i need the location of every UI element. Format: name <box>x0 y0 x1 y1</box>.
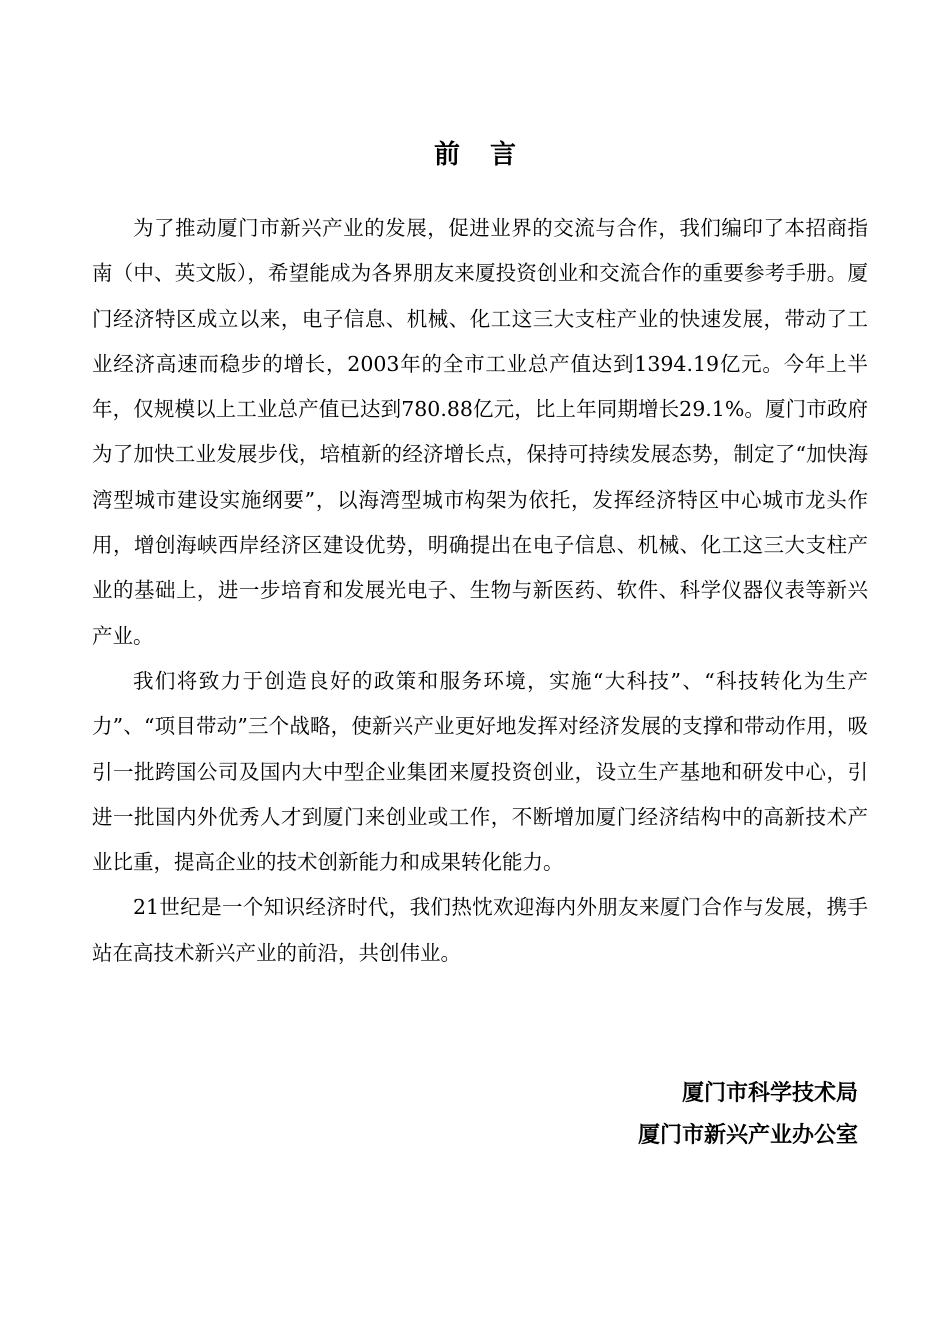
signature-block <box>638 1073 858 1157</box>
signature-line-2: 厦门市新兴产业办公室 <box>637 1123 858 1148</box>
signature-line-1: 厦门市科学技术局 <box>681 1081 858 1106</box>
paragraph-2: 我们将致力于创造良好的政策和服务环境，实施“大科技”、“科技转化为生产力”、“项目带动”三个战略，使新兴产业更好地发挥对经济发展的支撑和带动作用，吸引一批跨国公司及国内大中型企业集团来厦投资创业，设立生产基地和研发中心，引进一批国内外优秀人才到厦门来创业或工作，不断增加厦门经济结构中的高新技术产业比重，提高企业的技术创新能力和成果转化能力。 <box>92 668 868 875</box>
page-title: 前言 <box>433 140 546 170</box>
paragraph-1: 为了推动厦门市新兴产业的发展，促进业界的交流与合作，我们编印了本招商指南（中、英文版），希望能成为各界朋友来厦投资创业和交流合作的重要参考手册。厦门经济特区成立以来，电子信息、机械、化工这三大支柱产业的快速发展，带动了工业经济高速而稳步的增长，2003年的全市工业总产值达到1394.19亿元。今年上半年，仅规模以上工业总产值已达到780.88亿元，比上年同期增长29.1%。厦门市政府为了加快工业发展步伐，培植新的经济增长点，保持可持续发展态势，制定了“加快海湾型城市建设实施纲要”，以海湾型城市构架为依托，发挥经济特区中心城市龙头作用，增创海峡西岸经济区建设优势，明确提出在电子信息、机械、化工这三大支柱产业的基础上，进一步培育和发展光电子、生物与新医药、软件、科学仪器仪表等新兴产业。 <box>92 216 868 648</box>
paragraph-3: 21世纪是一个知识经济时代，我们热忱欢迎海内外朋友来厦门合作与发展，携手站在高技术新兴产业的前沿，共创伟业。 <box>92 895 868 965</box>
document-body <box>92 206 868 976</box>
